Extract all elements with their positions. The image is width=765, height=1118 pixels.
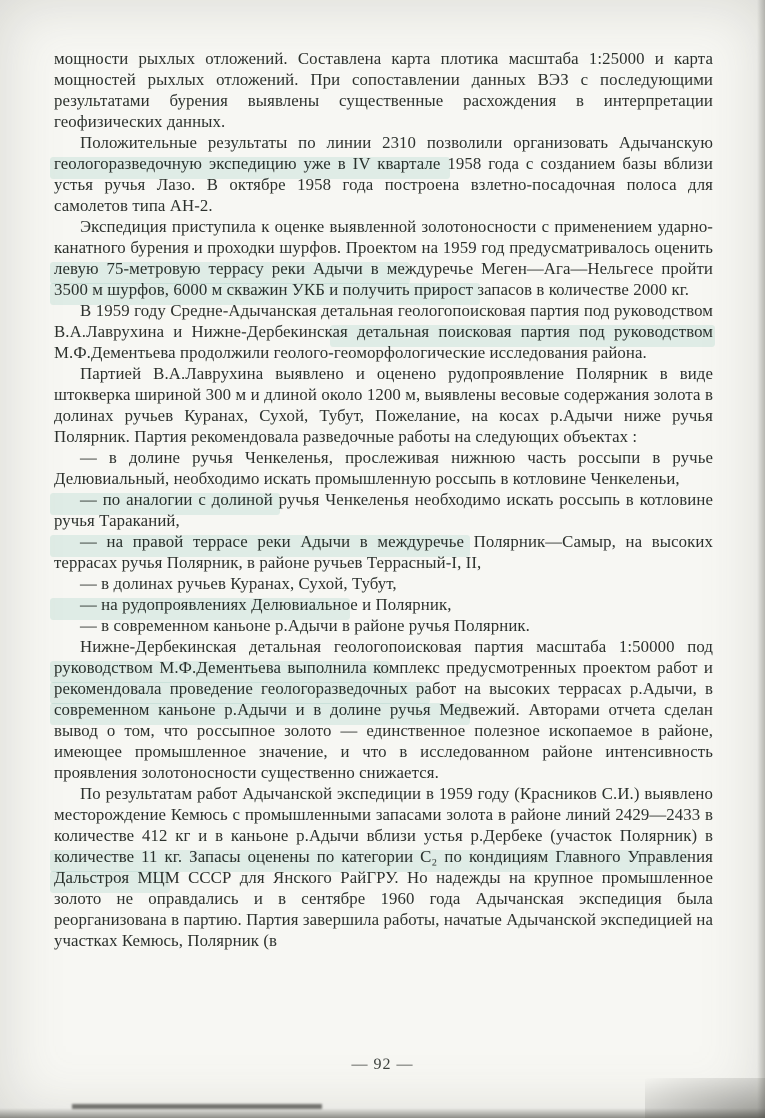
text-block xyxy=(54,48,713,951)
list-item: — в долинах ручьев Куранах, Сухой, Тубут, xyxy=(80,574,397,593)
list-item: — в долине ручья Ченкеленья, прослеживая нижнюю часть россыпи в ручье Делювиальный, необходимо искать промышленную россыпь в котловине Ченкеленьи, xyxy=(54,448,713,488)
paragraph: Экспедиция приступила к оценке выявленной золотоносности с применением ударно-канатного бурения и проходки шурфов. Проектом на 1959 год предусматривалось оценить левую 75-метровую террасу реки Адычи в междуречье Меген—Ага—Нельгесе пройти 3500 м шурфов, 6000 м скважин УКБ и получить прирост запасов в количестве 2000 кг. xyxy=(54,217,713,299)
scan-edge-mark xyxy=(72,1104,322,1109)
paragraph: В 1959 году Средне-Адычанская детальная геологопоисковая партия под руководством В.А.Лаврухина и Нижне-Дербекинская детальная поисковая партия под руководством М.Ф.Дементьева продолжили геолого-геоморфологические исследования района. xyxy=(54,301,713,362)
page-number: — 92 — xyxy=(351,1056,414,1073)
list-item: — на рудопроявлениях Делювиальное и Полярник, xyxy=(80,595,452,614)
paragraph: Положительные результаты по линии 2310 позволили организовать Адычанскую геологоразведочную экспедицию уже в IV квартале 1958 года с созданием базы вблизи устья ручья Лазо. В октябре 1958 года построена взлетно-посадочная полоса для самолетов типа АН-2. xyxy=(54,133,713,215)
scan-edge-right xyxy=(757,0,765,1118)
paragraph: Нижне-Дербекинская детальная геологопоисковая партия масштаба 1:50000 под руководством М.Ф.Дементьева выполнила комплекс предусмотренных проектом работ и рекомендовала проведение геологоразведочных работ на высоких террасах р.Адычи, в современном каньоне р.Адычи и в долине ручья Медвежий. Авторами отчета сделан вывод о том, что россыпное золото — единственное полезное ископаемое в районе, имеющее промышленное значение, и что в исследованном районе интенсивность проявления золотоносности существенно снижается. xyxy=(54,637,713,782)
list-item: — в современном каньоне р.Адычи в районе ручья Полярник. xyxy=(80,616,530,635)
scan-edge-corner xyxy=(645,1078,765,1118)
paragraph: Партией В.А.Лаврухина выявлено и оценено рудопроявление Полярник в виде штокверка шириной 300 м и длиной около 1200 м, выявлены весовые содержания золота в долинах ручьев Куранах, Сухой, Тубут, Пожелание, на косах р.Адычи ниже ручья Полярник. Партия рекомендовала разведочные работы на следующих объектах : xyxy=(54,364,713,446)
paragraph: По результатам работ Адычанской экспедиции в 1959 году (Красников С.И.) выявлено месторождение Кемюсь с промышленными запасами золота в районе линий 2429—2433 в количестве 412 кг и в каньоне р.Адычи вблизи устья р.Дербеке (участок Полярник) в количестве 11 кг. Запасы оценены по категории С₂ по кондициям Главного Управления Дальстроя МЦМ СССР для Янского РайГРУ. Но надежды на крупное промышленное золото не оправдались и в сентябре 1960 года Адычанская экспедиция была реорганизована в партию. Партия завершила работы, начатые Адычанской экспедицией на участках Кемюсь, Полярник (в xyxy=(54,784,713,950)
list-item: — на правой террасе реки Адычи в междуречье Полярник—Самыр, на высоких террасах ручья Полярник, в районе ручьев Террасный-I, II, xyxy=(54,532,713,572)
paragraph: мощности рыхлых отложений. Составлена карта плотика масштаба 1:25000 и карта мощностей рыхлых отложений. При сопоставлении данных ВЭЗ с последующими результатами бурения выявлены существенные расхождения в интерпретации геофизических данных. xyxy=(54,49,713,131)
scan-edge-bottom xyxy=(0,1108,765,1118)
list-item: — по аналогии с долиной ручья Ченкеленья необходимо искать россыпь в котловине ручья Тараканий, xyxy=(54,490,713,530)
